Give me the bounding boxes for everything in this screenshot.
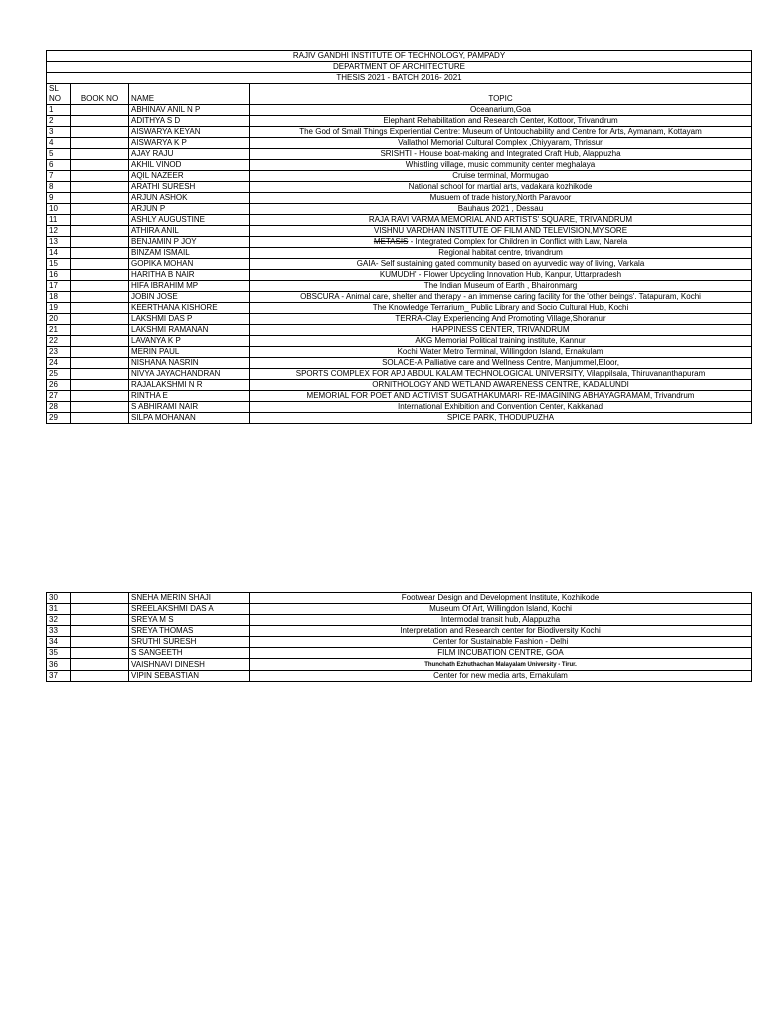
row-topic [250,402,752,413]
row-sl-no: 24 [47,358,71,369]
row-topic [250,127,752,138]
row-sl-no: 3 [47,127,71,138]
row-name: ARATHI SURESH [129,182,250,193]
row-topic [250,369,752,380]
row-name: AJAY RAJU [129,149,250,160]
row-book-no [71,259,129,270]
row-topic [250,336,752,347]
row-topic-text: International Exhibition and Convention Center, Kakkanad [397,402,604,411]
row-sl-no: 14 [47,248,71,259]
row-topic-text: Thunchath Ezhuthachan Malayalam University - Tirur. [424,662,577,668]
row-topic-text: Regional habitat centre, trivandrum [438,248,563,257]
row-topic-text: AKG Memorial Political training institute, Kannur [415,336,586,345]
table-row [47,626,752,637]
table-row [47,127,752,138]
row-name: SREYA THOMAS [129,626,250,637]
row-book-no [71,380,129,391]
row-book-no [71,303,129,314]
row-sl-no: 30 [47,593,71,604]
row-name: HARITHA B NAIR [129,270,250,281]
row-sl-no: 6 [47,160,71,171]
row-topic [250,259,752,270]
row-topic-text: The Indian Museum of Earth , Bhaironmarg [423,281,578,290]
row-book-no [71,391,129,402]
row-sl-no: 15 [47,259,71,270]
row-name: VAISHNAVI DINESH [129,659,250,671]
row-book-no [71,105,129,116]
table-row [47,593,752,604]
batch-row [47,73,752,84]
row-sl-no: 26 [47,380,71,391]
table-row [47,116,752,127]
row-name: LAKSHMI DAS P [129,314,250,325]
row-name: S SANGEETH [129,648,250,659]
table-row [47,204,752,215]
table-row [47,226,752,237]
row-name: MERIN PAUL [129,347,250,358]
row-topic [250,314,752,325]
row-book-no [71,248,129,259]
row-name: ARJUN ASHOK [129,193,250,204]
table-row [47,637,752,648]
row-topic [250,105,752,116]
row-topic [250,391,752,402]
row-topic-text: SPORTS COMPLEX FOR APJ ABDUL KALAM TECHNOLOGICAL UNIVERSITY, Vilappilsala, Thiruvananthapuram [295,369,706,378]
row-sl-no: 16 [47,270,71,281]
row-book-no [71,281,129,292]
row-name: ARJUN P [129,204,250,215]
row-topic [250,116,752,127]
row-topic [250,358,752,369]
row-topic [250,648,752,659]
row-topic-text: National school for martial arts, vadakara kozhikode [408,182,593,191]
row-book-no [71,358,129,369]
row-name: SREELAKSHMI DAS A [129,604,250,615]
row-topic-text: Cruise terminal, Mormugao [452,171,549,180]
row-topic-text: Whistling village, music community center meghalaya [405,160,596,169]
row-topic [250,615,752,626]
row-name: AKHIL VINOD [129,160,250,171]
column-header-row [47,84,752,105]
row-sl-no: 31 [47,604,71,615]
table-row [47,138,752,149]
row-book-no [71,116,129,127]
row-sl-no: 29 [47,413,71,424]
col-header-book-no: BOOK NO [71,84,129,105]
row-name: SREYA M S [129,615,250,626]
row-sl-no: 20 [47,314,71,325]
table-row [47,391,752,402]
row-topic-text: Footwear Design and Development Institute, Kozhikode [401,593,600,602]
col-header-name: NAME [129,84,250,105]
table-row [47,336,752,347]
row-book-no [71,347,129,358]
row-book-no [71,226,129,237]
row-book-no [71,149,129,160]
row-name: S ABHIRAMI NAIR [129,402,250,413]
table-row [47,292,752,303]
row-book-no [71,171,129,182]
row-name: ATHIRA ANIL [129,226,250,237]
row-topic [250,413,752,424]
row-topic [250,171,752,182]
row-book-no [71,127,129,138]
row-sl-no: 4 [47,138,71,149]
table-row [47,149,752,160]
row-sl-no: 11 [47,215,71,226]
row-topic-text: Intermodal transit hub, Alappuzha [440,615,561,624]
col-header-sl-line2: NO [49,94,61,103]
row-book-no [71,615,129,626]
table-row [47,358,752,369]
table-row [47,648,752,659]
row-name: RINTHA E [129,391,250,402]
row-name: AISWARYA KEYAN [129,127,250,138]
row-book-no [71,413,129,424]
table-row [47,259,752,270]
row-sl-no: 34 [47,637,71,648]
institute-row [47,51,752,62]
table-row [47,413,752,424]
row-book-no [71,336,129,347]
row-sl-no: 25 [47,369,71,380]
row-topic [250,226,752,237]
row-topic-text: Bauhaus 2021 , Dessau [457,204,544,213]
row-sl-no: 23 [47,347,71,358]
row-topic [250,659,752,671]
row-name: KEERTHANA KISHORE [129,303,250,314]
thesis-table-part2 [46,592,752,682]
col-header-topic: TOPIC [250,84,752,105]
thesis-table-part1 [46,50,752,424]
table-row [47,237,752,248]
col-header-sl [47,84,71,105]
row-book-no [71,402,129,413]
row-sl-no: 17 [47,281,71,292]
row-topic [250,292,752,303]
row-name: ABHINAV ANIL N P [129,105,250,116]
row-topic [250,325,752,336]
institute-title: RAJIV GANDHI INSTITUTE OF TECHNOLOGY, PAMPADY [47,51,752,62]
row-book-no [71,314,129,325]
row-topic-text: MEMORIAL FOR POET AND ACTIVIST SUGATHAKUMARI- RE-IMAGINING ABHAYAGRAMAM, Trivandrum [306,391,695,400]
row-topic-text: RAJA RAVI VARMA MEMORIAL AND ARTISTS' SQUARE, TRIVANDRUM [368,215,633,224]
row-sl-no: 8 [47,182,71,193]
row-name: JOBIN JOSE [129,292,250,303]
row-sl-no: 13 [47,237,71,248]
table-row [47,281,752,292]
table-row [47,402,752,413]
row-name: ASHLY AUGUSTINE [129,215,250,226]
row-topic-text: SOLACE-A Palliative care and Wellness Centre, Manjummel,Eloor, [382,358,619,367]
row-book-no [71,593,129,604]
row-name: RAJALAKSHMI N R [129,380,250,391]
row-topic-text: GAIA- Self sustaining gated community based on ayurvedic way of living, Varkala [356,259,645,268]
row-topic-text: The God of Small Things Experiential Centre: Museum of Untouchability and Centre for Arts, Aymanam, Kottayam [299,127,702,136]
row-sl-no: 18 [47,292,71,303]
row-book-no [71,138,129,149]
row-topic-text: Center for Sustainable Fashion - Delhi [432,637,569,646]
table-row [47,671,752,682]
row-name: SILPA MOHANAN [129,413,250,424]
row-book-no [71,237,129,248]
row-topic-text: VISHNU VARDHAN INSTITUTE OF FILM AND TELEVISION,MYSORE [373,226,628,235]
row-sl-no: 2 [47,116,71,127]
row-sl-no: 32 [47,615,71,626]
table-row [47,659,752,671]
row-name: AQIL NAZEER [129,171,250,182]
row-name: VIPIN SEBASTIAN [129,671,250,682]
row-topic [250,270,752,281]
row-sl-no: 35 [47,648,71,659]
department-row [47,62,752,73]
table-row [47,182,752,193]
row-topic-text: OBSCURA - Animal care, shelter and therapy - an immense caring facility for the 'other beings'. Tatapuram, Kochi [300,292,701,301]
row-book-no [71,626,129,637]
row-topic [250,637,752,648]
row-sl-no: 7 [47,171,71,182]
row-book-no [71,637,129,648]
row-topic-text: The Knowledge Terrarium_ Public Library and Socio Cultural Hub, Kochi [372,303,629,312]
row-book-no [71,659,129,671]
table-row [47,105,752,116]
row-sl-no: 19 [47,303,71,314]
row-topic [250,626,752,637]
row-topic [250,347,752,358]
row-book-no [71,193,129,204]
row-book-no [71,182,129,193]
row-book-no [71,160,129,171]
table-row [47,604,752,615]
row-topic [250,204,752,215]
row-sl-no: 9 [47,193,71,204]
row-book-no [71,292,129,303]
row-book-no [71,204,129,215]
table-row [47,215,752,226]
table-row [47,615,752,626]
row-topic [250,138,752,149]
row-name: SNEHA MERIN SHAJI [129,593,250,604]
table-row [47,314,752,325]
table-row [47,303,752,314]
row-book-no [71,215,129,226]
row-sl-no: 21 [47,325,71,336]
row-topic [250,149,752,160]
row-topic-text: TERRA-Clay Experiencing And Promoting Village,Shoranur [395,314,606,323]
row-name: LAKSHMI RAMANAN [129,325,250,336]
row-sl-no: 5 [47,149,71,160]
table-row [47,193,752,204]
row-sl-no: 10 [47,204,71,215]
row-topic [250,248,752,259]
row-name: AISWARYA K P [129,138,250,149]
row-topic-text: Vallathol Memorial Cultural Complex ,Chiyyaram, Thrissur [398,138,603,147]
row-topic-text: KUMUDH' - Flower Upcycling Innovation Hub, Kanpur, Uttarpradesh [379,270,622,279]
row-topic-text: Center for new media arts, Ernakulam [433,671,568,680]
row-topic-text: Museum Of Art, Willingdon Island, Kochi [429,604,572,613]
table-row [47,325,752,336]
row-topic [250,182,752,193]
row-topic [250,671,752,682]
row-topic-text: Oceanarium,Goa [470,105,531,114]
row-name: NISHANA NASRIN [129,358,250,369]
row-book-no [71,270,129,281]
table-row [47,380,752,391]
row-topic [250,193,752,204]
row-topic [250,237,752,248]
row-book-no [71,325,129,336]
row-sl-no: 37 [47,671,71,682]
row-sl-no: 27 [47,391,71,402]
row-topic-text: FILM INCUBATION CENTRE, GOA [437,648,564,657]
row-name: ADITHYA S D [129,116,250,127]
row-topic-text: Elephant Rehabilitation and Research Center, Kottoor, Trivandrum [383,116,618,125]
batch-title: THESIS 2021 - BATCH 2016- 2021 [47,73,752,84]
row-sl-no: 12 [47,226,71,237]
row-name: BENJAMIN P JOY [129,237,250,248]
row-sl-no: 28 [47,402,71,413]
table-row [47,369,752,380]
table-row [47,160,752,171]
row-topic [250,281,752,292]
row-name: NIVYA JAYACHANDRAN [129,369,250,380]
row-topic [250,215,752,226]
row-topic-strike: METASIS [373,237,409,246]
row-name: GOPIKA MOHAN [129,259,250,270]
row-topic [250,303,752,314]
row-topic-text: Musuem of trade history,North Paravoor [429,193,572,202]
table-row [47,248,752,259]
table-row [47,270,752,281]
row-topic [250,160,752,171]
row-name: BINZAM ISMAIL [129,248,250,259]
row-name: HIFA IBRAHIM MP [129,281,250,292]
row-topic [250,593,752,604]
row-sl-no: 1 [47,105,71,116]
col-header-sl-line1: SL [49,84,59,93]
row-topic-text: Interpretation and Research center for Biodiversity Kochi [400,626,601,635]
row-topic [250,380,752,391]
table-row [47,171,752,182]
row-sl-no: 33 [47,626,71,637]
row-topic-text: ORNITHOLOGY AND WETLAND AWARENESS CENTRE, KADALUNDI [372,380,629,389]
row-topic-text: Kochi Water Metro Terminal, Willingdon Island, Ernakulam [397,347,604,356]
row-topic [250,604,752,615]
row-topic-text: SRISHTI - House boat-making and Integrated Craft Hub, Alappuzha [380,149,621,158]
department-title: DEPARTMENT OF ARCHITECTURE [47,62,752,73]
row-name: LAVANYA K P [129,336,250,347]
row-book-no [71,648,129,659]
row-topic-text: - Integrated Complex for Children in Conflict with Law, Narela [408,237,628,246]
row-book-no [71,604,129,615]
row-name: SRUTHI SURESH [129,637,250,648]
row-sl-no: 36 [47,659,71,671]
row-topic-text: HAPPINESS CENTER, TRIVANDRUM [431,325,570,334]
row-book-no [71,369,129,380]
row-book-no [71,671,129,682]
table-row [47,347,752,358]
row-topic-text: SPICE PARK, THODUPUZHA [446,413,555,422]
row-sl-no: 22 [47,336,71,347]
